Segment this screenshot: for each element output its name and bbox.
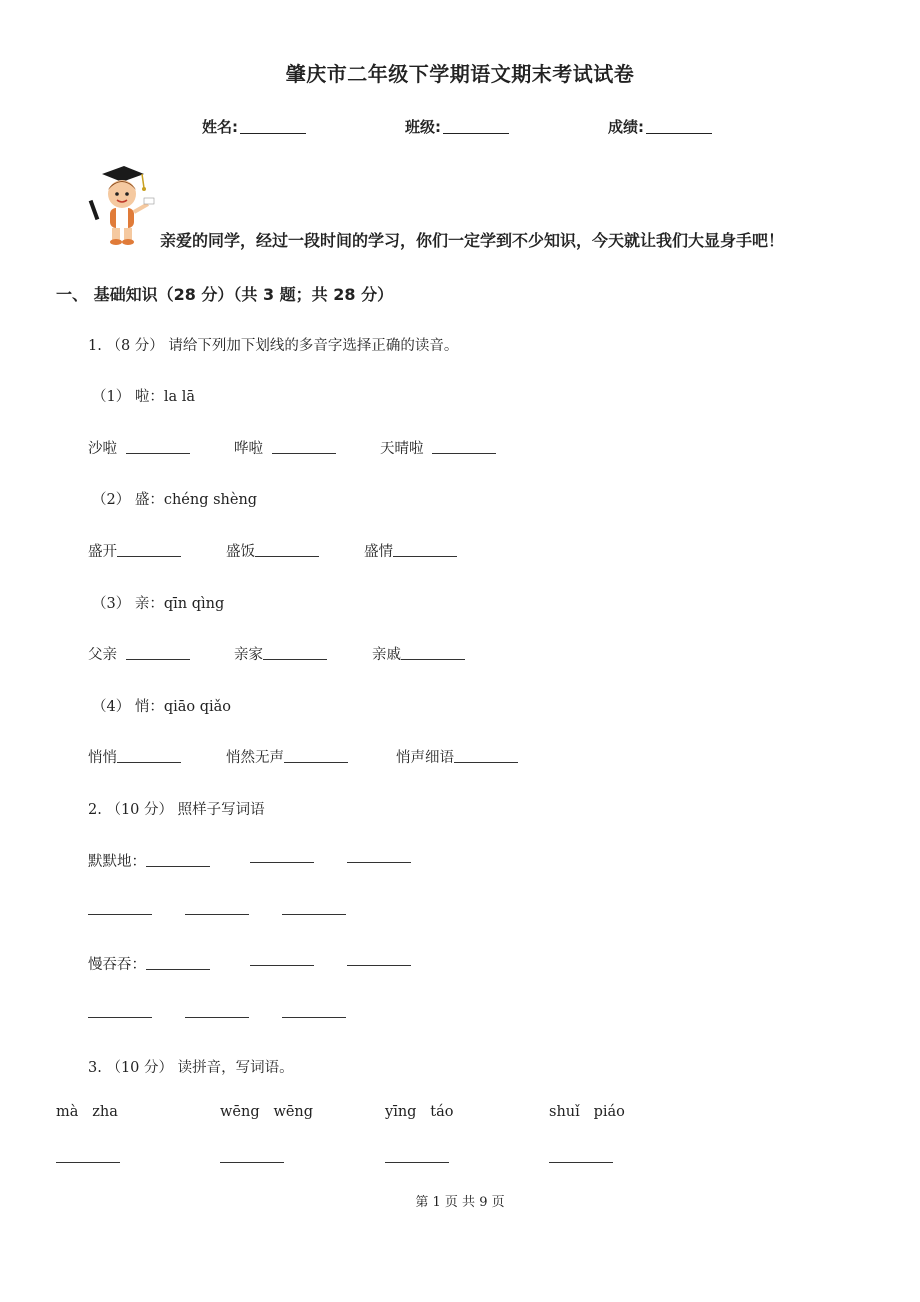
pinyin-prompt: mà zha [56, 1104, 118, 1120]
class-label: 班级: [405, 118, 441, 136]
class-blank[interactable] [443, 119, 509, 134]
answer-blank[interactable] [347, 850, 411, 863]
q1-sub4-item: 悄然无声 [226, 746, 348, 767]
question-1-stem: 1. （8 分） 请给下列加下划线的多音字选择正确的读音。 [88, 338, 459, 354]
answer-blank[interactable] [549, 1150, 613, 1163]
q1-sub4-prompt: （4） 悄：qiāo qiǎo [92, 699, 232, 715]
answer-blank[interactable] [88, 1005, 152, 1018]
answer-blank[interactable] [220, 1150, 284, 1163]
q1-sub2-item: 盛开 [88, 540, 181, 561]
q1-sub3-item: 亲戚 [372, 643, 465, 664]
q1-sub2-item: 盛饭 [226, 540, 319, 561]
page-title: 肇庆市二年级下学期语文期末考试试卷 [285, 62, 635, 86]
q1-sub3-prompt: （3） 亲：qīn qìng [92, 596, 225, 612]
score-blank[interactable] [646, 119, 712, 134]
q1-sub2-item: 盛情 [364, 540, 457, 561]
q1-sub1-item: 天晴啦 [380, 437, 496, 458]
q1-sub3-item: 亲家 [234, 643, 327, 664]
q1-sub1-prompt: （1） 啦：la lā [92, 389, 196, 405]
page-footer: 第 1 页 共 9 页 [415, 1195, 505, 1210]
answer-blank[interactable] [56, 1150, 120, 1163]
answer-blank[interactable] [185, 1005, 249, 1018]
answer-blank[interactable] [454, 750, 518, 763]
answer-blank[interactable] [117, 544, 181, 557]
pinyin-prompt: shuǐ piáo [549, 1104, 625, 1120]
answer-blank[interactable] [255, 544, 319, 557]
answer-blank[interactable] [282, 1005, 346, 1018]
q1-sub4-item: 悄悄 [88, 746, 181, 767]
answer-blank[interactable] [272, 441, 336, 454]
answer-blank[interactable] [347, 953, 411, 966]
q1-sub3-item: 父亲 [88, 643, 190, 664]
answer-blank[interactable] [117, 750, 181, 763]
greeting-text: 亲爱的同学，经过一段时间的学习，你们一定学到不少知识，今天就让我们大显身手吧！ [160, 231, 785, 250]
answer-blank[interactable] [185, 902, 249, 915]
name-field [202, 116, 306, 137]
answer-blank[interactable] [263, 647, 327, 660]
answer-blank[interactable] [385, 1150, 449, 1163]
answer-blank[interactable] [250, 953, 314, 966]
answer-blank[interactable] [393, 544, 457, 557]
name-label: 姓名: [202, 118, 238, 136]
answer-blank[interactable] [432, 441, 496, 454]
question-3-stem: 3. （10 分） 读拼音，写词语。 [88, 1060, 294, 1076]
answer-blank[interactable] [284, 750, 348, 763]
answer-blank[interactable] [126, 647, 190, 660]
graduate-mascot-icon [86, 164, 156, 246]
score-field [608, 116, 712, 137]
question-2-stem: 2. （10 分） 照样子写词语 [88, 802, 265, 818]
answer-blank[interactable] [126, 441, 190, 454]
score-label: 成绩: [608, 118, 644, 136]
q2-example-2-label: 慢吞吞： [88, 957, 146, 973]
answer-blank[interactable] [282, 902, 346, 915]
q1-sub2-prompt: （2） 盛：chéng shèng [92, 492, 258, 508]
pinyin-prompt: yīng táo [385, 1104, 454, 1120]
name-blank[interactable] [240, 119, 306, 134]
answer-blank[interactable] [146, 854, 210, 867]
q1-sub4-item: 悄声细语 [396, 746, 518, 767]
q1-sub1-item: 沙啦 [88, 437, 190, 458]
pinyin-prompt: wēng wēng [220, 1104, 314, 1120]
section-heading: 一、 基础知识（28 分）（共 3 题；共 28 分） [56, 285, 394, 304]
q2-example-1-label: 默默地： [88, 854, 146, 870]
q1-sub1-item: 哗啦 [234, 437, 336, 458]
class-field [405, 116, 509, 137]
answer-blank[interactable] [88, 902, 152, 915]
answer-blank[interactable] [146, 957, 210, 970]
answer-blank[interactable] [250, 850, 314, 863]
answer-blank[interactable] [401, 647, 465, 660]
q2-example-1-row [88, 850, 210, 871]
q2-example-2-row [88, 953, 210, 974]
